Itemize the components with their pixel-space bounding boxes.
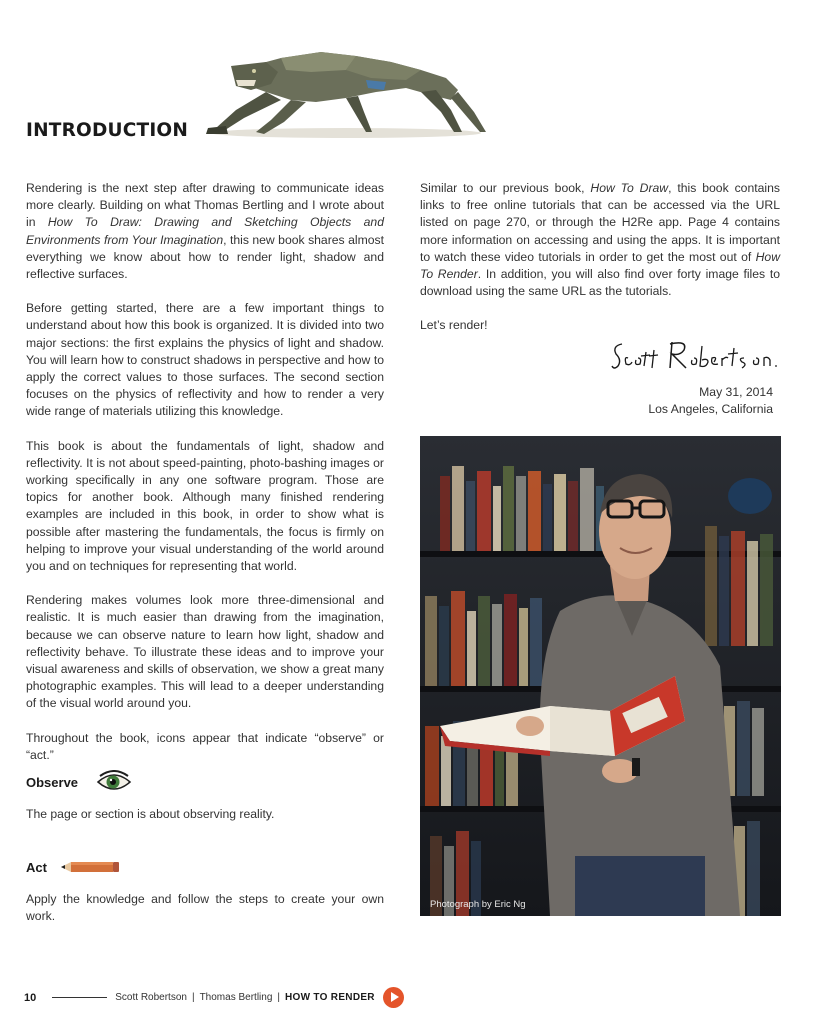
text-run: Rendering is the next step after drawing to communicate ideas more clearly. Building on what Thomas Bertling and I wrote about in [26,181,384,230]
footer-author-2: Thomas Bertling [199,992,273,1003]
text-run: , this book contains links to free online tutorials that can be accessed via the URL listed on page 270, or through the H2Re app. Page 4 contains more information on accessing and using the apps. It is important to watch these video tutorials in order to get the most out of [420,181,780,264]
creature-illustration [196,40,486,140]
page-number: 10 [24,991,37,1004]
signature-date: May 31, 2014 [699,385,773,399]
handwritten-signature [610,336,780,376]
page-title: INTRODUCTION [26,120,189,141]
author-photo-graphic [420,436,781,916]
footer-book-title: HOW TO RENDER [285,992,375,1003]
play-icon [383,987,404,1008]
observe-description: The page or section is about observing reality. [26,807,275,821]
paragraph: This book is about the fundamentals of light, shadow and reflectivity. It is not about speed-painting, photo-bashing images or working specifically in any one software program. Those are topics for another book. Although many finished rendering examples are included in this book, in order to show what is possible after mastering the fundamentals, the focus is firmly on helping to improve your visual understanding of the world around you and on techniques for representing that world. [26,438,384,574]
footer-separator: | [191,992,195,1003]
footer-author-1: Scott Robertson [115,992,187,1003]
text-run: , this new book shares almost everything we know about how to render light, shadow and reflective surfaces. [26,232,384,282]
date-location [648,384,773,418]
eye-icon [96,770,132,794]
paragraph: Rendering makes volumes look more three-dimensional and realistic. It is much easier than drawing from the imagination, because we can observe nature to learn how light, shadow and reflectivity behave. To illustrate these ideas and to improve your visual awareness and skills of observation, we show a great many photographic examples. This will lead to a deeper understanding of the visual world around you. [26,593,384,711]
act-heading [26,859,121,875]
observe-label: Observe [26,774,79,790]
act-label: Act [26,859,47,875]
paragraph [26,180,384,283]
footer-separator: | [277,992,280,1003]
book-title-italic: How To Draw [590,181,669,195]
act-description: Apply the knowledge and follow the steps to create your own work. [26,892,384,924]
right-column [420,180,780,352]
paragraph: Let’s render! [420,318,488,333]
photo-credit: Photograph by Eric Ng [430,899,526,910]
paragraph [420,180,780,300]
left-column [26,180,384,781]
observe-heading [26,770,132,794]
pencil-icon [61,859,121,875]
page-footer [24,987,404,1008]
book-title-italic: How To Draw: Drawing and Sketching Objects and Environments from Your Imagination [26,215,384,247]
book-title-italic: How To Render [420,249,780,282]
paragraph: Throughout the book, icons appear that indicate “observe” or “act.” [26,730,384,762]
text-run: . In addition, you will also find over forty image files to download using the same URL as the tutorials. [420,267,780,299]
author-photo [420,436,781,916]
text-run: Similar to our previous book, [420,181,591,195]
signature-location: Los Angeles, California [648,402,773,416]
footer-rule [52,997,107,998]
paragraph: Before getting started, there are a few important things to understand about how this book is organized. It is divided into two major sections: the first explains the physics of light and shadow. You will learn how to construct shadows in perspective and how to apply the correct values to those surfaces. The second section focuses on the physics of reflectivity and how to render a very wide range of materials utilizing this knowledge. [26,301,384,419]
